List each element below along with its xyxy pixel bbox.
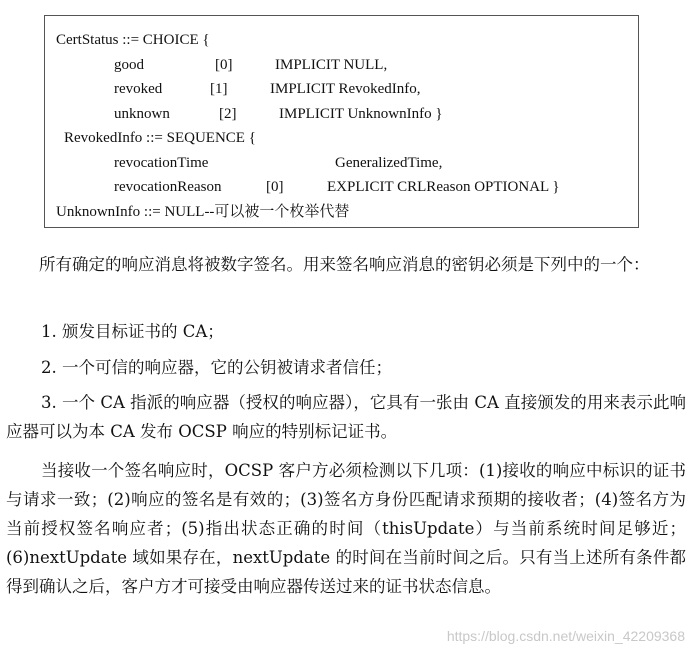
revoked-name: revoked xyxy=(114,81,163,97)
good-type: IMPLICIT NULL, xyxy=(275,57,388,73)
revoked-type: IMPLICIT RevokedInfo, xyxy=(270,81,421,97)
unknown-tag: [2] xyxy=(219,106,237,122)
unknown-type: IMPLICIT UnknownInfo } xyxy=(279,106,443,122)
revoked-tag: [1] xyxy=(210,81,228,97)
cert-status-header: CertStatus ::= CHOICE { xyxy=(56,32,210,48)
good-tag: [0] xyxy=(215,57,233,73)
unknown-info-line: UnknownInfo ::= NULL--可以被一个枚举代替 xyxy=(56,204,350,220)
unknown-name: unknown xyxy=(114,106,170,122)
revocation-reason-tag: [0] xyxy=(266,179,284,195)
revocation-reason-type: EXPLICIT CRLReason OPTIONAL } xyxy=(327,179,560,195)
revoked-info-header: RevokedInfo ::= SEQUENCE { xyxy=(64,130,256,146)
asn1-definition-box xyxy=(44,15,639,228)
good-name: good xyxy=(114,57,144,73)
paragraph-client-checks: 当接收一个签名响应时，OCSP 客户方必须检测以下几项：(1)接收的响应中标识的证书与请求一致；(2)响应的签名是有效的；(3)签名方身份匹配请求预期的接收者；(4)签名方为当前授权签名响应者；(5)指出状态正确的时间（thisUpdate）与当前系统时间足够近；(6)nextUpdate 域如果存在，nextUpdate 的时间在当前时间之后。只有当上述所有条件都得到确认之后，客户方才可接受由响应器传送过来的证书状态信息。 xyxy=(6,461,686,596)
paragraph-item-1: 1. 颁发目标证书的 CA； xyxy=(41,322,224,341)
watermark-url: https://blog.csdn.net/weixin_42209368 xyxy=(446,628,685,644)
paragraph-item-2: 2. 一个可信的响应器，它的公钥被请求者信任； xyxy=(41,358,392,377)
revocation-reason-name: revocationReason xyxy=(114,179,222,195)
revocation-time-name: revocationTime xyxy=(114,155,209,171)
paragraph-item-3: 3. 一个 CA 指派的响应器（授权的响应器），它具有一张由 CA 直接颁发的用来表示此响应器可以为本 CA 发布 OCSP 响应的特别标记证书。 xyxy=(6,393,686,441)
revocation-time-type: GeneralizedTime, xyxy=(335,155,443,171)
paragraph-signature-intro: 所有确定的响应消息将被数字签名。用来签名响应消息的密钥必须是下列中的一个： xyxy=(39,255,650,274)
